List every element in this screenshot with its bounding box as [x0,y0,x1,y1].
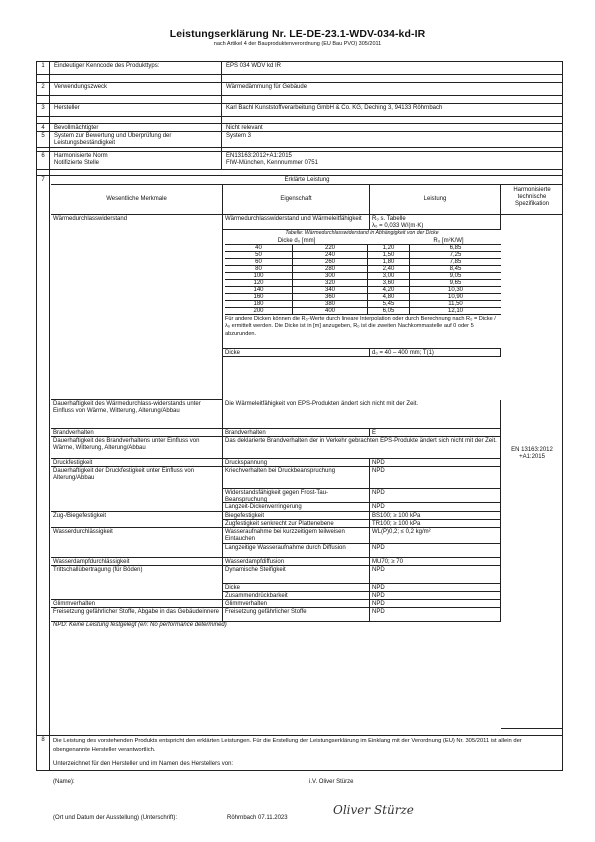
leist-lambda: λ₀ = 0,033 W/(m·K) [372,223,424,230]
leistung-cell: NPD [370,459,501,467]
merkmal-cell: Dauerhaftigkeit der Druckfestigkeit unter Einfluss von Alterung/Abbau [51,467,223,512]
notified-body-value: FIW-München, Kennnummer 0751 [226,160,318,167]
row-6 [37,152,562,170]
table-caption: Tabelle: Wärmedurchlasswiderstand in Abhängigkeit von der Dicke [285,230,439,236]
norm-value: EN13163:2012+A1:2015 [226,153,292,159]
merkmal-cell: Wasserdurchlässigkeit [51,528,223,558]
eigenschaft-cell: Wasseraufnahme bei kurzzeitigem teilweisen Eintauchen [223,528,370,544]
leistung-cell: NPD [370,467,501,489]
section-7 [37,176,562,736]
table-header-dicke: Dicke d₀ [mm] [225,237,368,245]
merkmal-cell: Druckfestigkeit [51,459,223,467]
table-cell: 8,45 [410,266,501,273]
spacer-lbl [51,75,222,82]
table-cell: 360 [293,294,368,301]
dicke-value: d₀ = 40 – 400 mm; T(1) [370,349,501,357]
table-cell: 1,20 [368,245,410,252]
signed-for-text: Unterzeichnet für den Hersteller und im Namen des Herstellers von: [53,761,234,767]
table-cell: 380 [293,301,368,308]
merkmal-cell: Dauerhaftigkeit des Brandverhaltens unter Einfluss von Wärme, Witterung, Alterung/Abbau [51,437,223,459]
leistung-cell: TR100; ≥ 100 kPa [370,520,501,528]
table-cell: 1,50 [368,252,410,259]
merkmal-cell: Trittschallübertragung (für Böden) [51,566,223,600]
place-label: (Ort und Datum der Ausstellung) (Unterschrift): [53,815,178,821]
table-cell: 3,00 [368,273,410,280]
row-number: 6 [37,152,50,169]
row-number: 2 [37,83,50,95]
row-value: Wärmedämmung für Gebäude [226,84,308,90]
header-spezifikation: Harmonisierte technische Spezifikation [501,185,563,215]
row-4 [37,124,562,132]
table-cell: 340 [293,287,368,294]
table-cell: 50 [225,252,293,259]
header-leistung: Leistung [370,185,501,215]
row-number: 7 [37,176,50,735]
table-cell: 4,20 [368,287,410,294]
eigenschaft-cell: Widerstandsfähigkeit gegen Frost-Tau-Beanspruchung [223,489,370,503]
declaration-text: Die Leistung des vorstehenden Produkts entspricht den erklärten Leistungen. Für die Erstellung der Leistungserklärung im Einklang mit der Verordnung (EU) Nr. 305/2011 ist allein der obengenannte Hersteller verantwortlich. [53,738,522,753]
eigenschaft-cell: Druckspannung [223,459,370,467]
eigenschaft-cell: Langzeit-Dickenverringerung [223,503,370,512]
notified-body-label: Notifizierte Stelle [54,160,100,167]
row-value: Nicht relevant [226,125,263,131]
row-label: Bevollmächtigter [51,124,222,131]
table-cell: 40 [225,245,293,252]
table-cell: 5,45 [368,301,410,308]
table-cell: 9,05 [410,273,501,280]
row-number: 1 [37,62,50,74]
table-cell: 80 [225,266,293,273]
leistung-cell: NPD [370,584,501,592]
spacer-lbl [51,117,222,123]
leist-waermedurchlass [370,215,501,230]
eigenschaft-cell: Wasserdampfdiffusion [223,558,370,566]
performance-heading: Erklärte Leistung [51,176,563,185]
table-cell: 100 [225,273,293,280]
npd-note: NPD: Keine Leistung festgelegt (en: No performance determined) [53,622,227,628]
spacer-num [37,75,50,82]
table-cell: 11,50 [410,301,501,308]
merkmal-cell: Zug-/Biegefestigkeit [51,512,223,528]
leistung-cell: NPD [370,544,501,558]
declaration-table [36,61,563,821]
table-cell: 2,40 [368,266,410,273]
header-eigenschaft: Eigenschaft [223,185,370,215]
eigenschaft-cell: Freisetzung gefährlicher Stoffe [223,608,370,622]
row-value: Karl Bachl Kunststoffverarbeitung GmbH & Co. KG, Deching 3, 94133 Röhrnbach [226,105,443,111]
leistung-cell: BS100; ≥ 100 kPa [370,512,501,520]
table-cell: 120 [225,280,293,287]
row-value: EPS 034 WDV kd IR [226,63,282,69]
table-cell: 60 [225,259,293,266]
leistung-cell: MU70; ≥ 70 [370,558,501,566]
eigenschaft-cell: Zusammendrückbarkeit [223,592,370,600]
row-number: 8 [37,736,50,770]
document-title: Leistungserklärung Nr. LE-DE-23.1-WDV-034-kd-IR [169,28,426,40]
eigenschaft-cell: Kriechverhalten bei Druckbeanspruchung [223,467,370,489]
merkmal-cell: Dauerhaftigkeit des Wärmedurchlass-widerstands unter Einfluss von Wärme, Witterung, Alterung/Abbau [51,400,223,429]
table-cell: 220 [293,245,368,252]
spacer-num [37,117,50,123]
eig-waermedurchlass: Wärmedurchlasswiderstand und Wärmeleitfähigkeit [223,215,370,230]
leistung-cell: NPD [370,489,501,503]
row-5 [37,132,562,148]
eigenschaft-cell: Langzeitige Wasseraufnahme durch Diffusion [223,544,370,558]
spec-value: EN 13163:2012 +A1:2015 [501,215,563,729]
eigenschaft-span-cell: Das deklarierte Brandverhalten der in Verkehr gebrachten EPS-Produkte ändert sich nicht mit der Zeit. [223,437,501,459]
signature: Oliver Stürze [333,803,414,817]
spacer-num [37,148,50,151]
leistung-cell: E [370,429,501,437]
table-cell: 4,80 [368,294,410,301]
eigenschaft-cell: Biegefestigkeit [223,512,370,520]
table-cell: 10,30 [410,287,501,294]
row-2 [37,83,562,96]
table-cell: 260 [293,259,368,266]
spacer-num [37,170,50,175]
name-value: i.V. Oliver Stürze [309,779,354,785]
spacer-row [37,96,562,104]
row-value [223,152,562,169]
name-label: (Name): [53,779,75,785]
table-cell: 1,80 [368,259,410,266]
table-header-r: R₀ [m²K/W] [368,237,501,245]
table-cell: 180 [225,301,293,308]
table-cell: 200 [225,308,293,315]
table-cell: 280 [293,266,368,273]
norm-label: Harmonisierte Norm [54,153,108,159]
leistung-cell: NPD [370,503,501,512]
merkmal-cell: Glimmverhalten [51,600,223,608]
table-cell: 300 [293,273,368,280]
eigenschaft-cell: Brandverhalten [223,429,370,437]
merkmal-cell: Wasserdampfdurchlässigkeit [51,558,223,566]
spacer-lbl [51,148,222,151]
spacer-row [37,117,562,124]
leistung-cell: NPD [370,592,501,600]
table-cell: 240 [293,252,368,259]
eigenschaft-cell: Dynamische Steifigkeit [223,566,370,584]
row-label: Verwendungszweck [51,83,222,95]
eigenschaft-cell: Zugfestigkeit senkrecht zur Plattenebene [223,520,370,528]
dicke-label: Dicke [223,349,370,357]
document-subtitle: nach Artikel 4 der Bauproduktenverordnung (EU Bau PVO) 305/2011 [213,41,382,47]
table-cell: 9,65 [410,280,501,287]
row-label: Eindeutiger Kenncode des Produkttyps: [51,62,222,74]
merkmal-waermedurchlasswiderstand: Wärmedurchlasswiderstand [51,215,223,400]
table-cell: 12,10 [410,308,501,315]
row-3 [37,104,562,117]
section-8-content [53,737,558,821]
leist-r-tabelle: R₀ s. Tabelle [372,216,406,222]
leistung-cell: NPD [370,566,501,584]
row-number: 3 [37,104,50,116]
spacer-num [37,96,50,103]
leistung-cell: WL(P)0,2; ≤ 0,2 kg/m² [370,528,501,544]
section-8 [37,736,562,821]
merkmal-cell: Brandverhalten [51,429,223,437]
table-cell: 3,60 [368,280,410,287]
table-cell: 160 [225,294,293,301]
row-value: System 3 [226,133,252,139]
spacer-row [37,75,562,83]
performance-table [51,176,562,735]
spacer-lbl [51,96,222,103]
place-date-value: Röhrnbach 07.11.2023 [227,815,288,821]
eigenschaft-cell: Dicke [223,584,370,592]
table-cell: 10,90 [410,294,501,301]
eigenschaft-cell: Glimmverhalten [223,600,370,608]
table-cell: 400 [293,308,368,315]
merkmal-cell: Freisetzung gefährlicher Stoffe, Abgabe in das Gebäudeinnere [51,608,223,622]
eigenschaft-span-cell: Die Wärmeleitfähigkeit von EPS-Produkten ändert sich nicht mit der Zeit. [223,400,501,429]
row-label: Hersteller [51,104,222,116]
row-number: 5 [37,132,50,147]
table-cell: 140 [225,287,293,294]
table-cell: 7,85 [410,259,501,266]
row-number: 4 [37,124,50,131]
table-cell: 6,05 [368,308,410,315]
table-cell: 6,85 [410,245,501,252]
row-label [51,152,222,169]
header-merkmal: Wesentliche Merkmale [51,185,223,215]
interpolation-note: Für andere Dicken können die R₀-Werte durch lineare Interpolation oder durch Berechnung nach R₀ = Dicke / λ₀ ermittelt werden. Die Dicke ist in [m] anzugeben, R₀ ist die zweiten Nachkommastelle auf 0 oder 5 abzurunden. [223,315,501,349]
leistung-cell: NPD [370,608,501,622]
row-label: System zur Bewertung und Überprüfung der Leistungsbeständigkeit [51,132,222,147]
row-1 [37,62,562,75]
table-cell: 320 [293,280,368,287]
table-cell: 7,25 [410,252,501,259]
leistung-cell: NPD [370,600,501,608]
